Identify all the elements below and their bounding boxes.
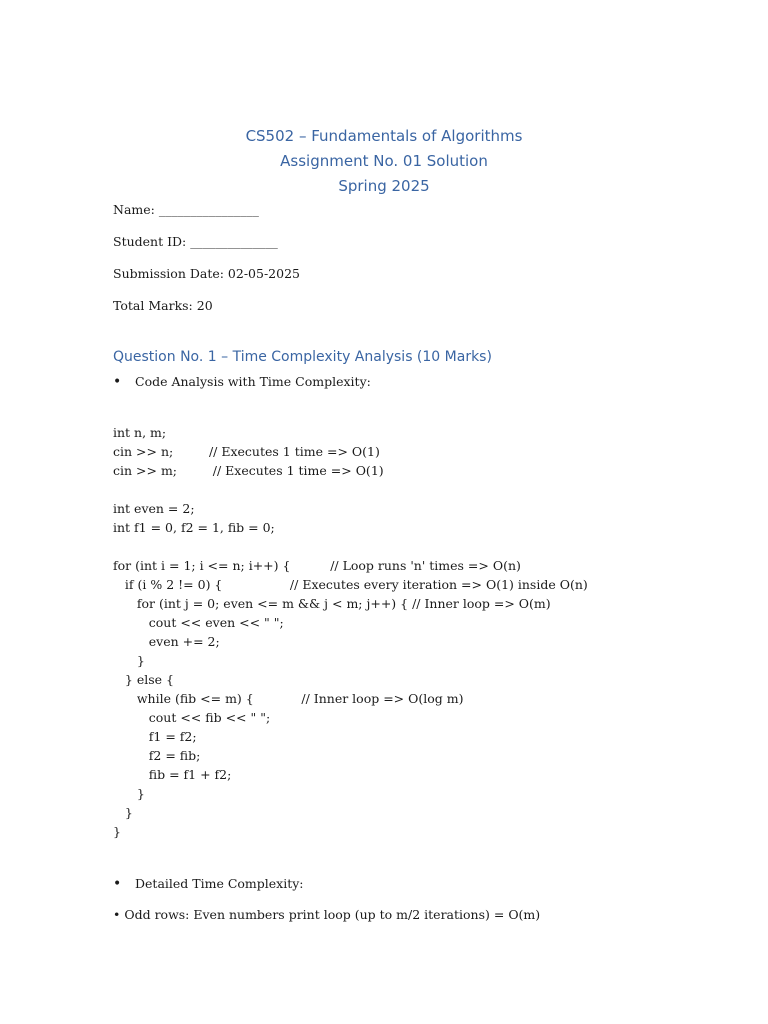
course-title: CS502 – Fundamentals of Algorithms xyxy=(245,127,523,145)
student-id-field: Student ID: ______________ xyxy=(113,234,278,249)
code-line: f1 = f2; xyxy=(113,729,197,744)
bullet-icon: • xyxy=(113,876,122,892)
semester-title: Spring 2025 xyxy=(338,177,430,195)
code-line: } xyxy=(113,786,145,801)
bullet-code-analysis xyxy=(113,374,371,390)
bullet-icon: • xyxy=(113,374,122,390)
code-line: int even = 2; xyxy=(113,501,195,516)
code-line: for (int j = 0; even <= m && j < m; j++) { // Inner loop => O(m) xyxy=(113,596,551,611)
code-line: int n, m; xyxy=(113,425,167,440)
code-line: if (i % 2 != 0) { // Executes every iteration => O(1) inside O(n) xyxy=(113,577,588,592)
total-marks: Total Marks: 20 xyxy=(113,298,213,313)
code-line: cin >> n; // Executes 1 time => O(1) xyxy=(113,444,380,459)
code-line: } xyxy=(113,653,145,668)
code-line: even += 2; xyxy=(113,634,220,649)
bullet-detailed-complexity-text: Detailed Time Complexity: xyxy=(135,876,304,891)
bullet-detailed-complexity xyxy=(113,876,304,892)
submission-date: Submission Date: 02-05-2025 xyxy=(113,266,300,281)
code-line: } else { xyxy=(113,672,174,687)
code-line: f2 = fib; xyxy=(113,748,201,763)
odd-rows-complexity: • Odd rows: Even numbers print loop (up to m/2 iterations) = O(m) xyxy=(113,907,541,922)
bullet-code-analysis-text: Code Analysis with Time Complexity: xyxy=(135,374,371,389)
code-line: } xyxy=(113,805,133,820)
code-line: } xyxy=(113,824,121,839)
code-line: cout << even << " "; xyxy=(113,615,284,630)
code-line: while (fib <= m) { // Inner loop => O(log m) xyxy=(113,691,464,706)
code-line: cin >> m; // Executes 1 time => O(1) xyxy=(113,463,384,478)
title-block xyxy=(0,124,768,199)
name-field: Name: ________________ xyxy=(113,202,259,217)
code-line: cout << fib << " "; xyxy=(113,710,271,725)
code-line: for (int i = 1; i <= n; i++) { // Loop runs 'n' times => O(n) xyxy=(113,558,521,573)
question-heading: Question No. 1 – Time Complexity Analysis (10 Marks) xyxy=(113,349,492,365)
code-line: int f1 = 0, f2 = 1, fib = 0; xyxy=(113,520,275,535)
assignment-title: Assignment No. 01 Solution xyxy=(280,152,488,170)
code-line: fib = f1 + f2; xyxy=(113,767,232,782)
